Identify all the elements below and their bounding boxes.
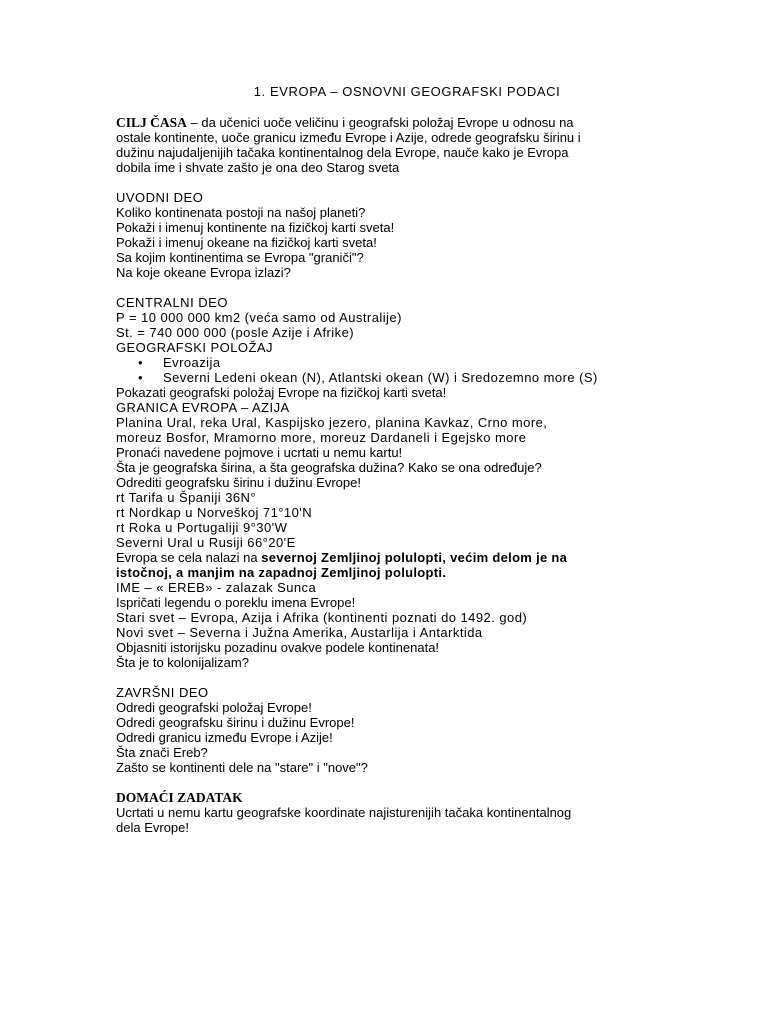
lesson-goal-text-4: dobila ime i shvate zašto je ona deo Starog sveta: [116, 160, 400, 175]
extreme-point: rt Nordkap u Norveškoj 71°10'N: [116, 505, 313, 520]
central-section: [116, 310, 656, 670]
central-section-heading: CENTRALNI DEO: [116, 295, 228, 310]
find-terms-line: Pronaći navedene pojmove i ucrtati u nemu kartu!: [116, 445, 403, 460]
document-title: 1. EVROPA – OSNOVNI GEOGRAFSKI PODACI: [253, 84, 561, 99]
legend-line: Ispričati legendu o poreklu imena Evrope!: [116, 595, 356, 610]
list-item: • Evroazija: [138, 355, 656, 370]
final-section: [116, 700, 656, 775]
intro-section-heading: UVODNI DEO: [116, 190, 204, 205]
geo-position-list: [116, 355, 656, 385]
show-position-line: Pokazati geografski položaj Evrope na fizičkoj karti sveta!: [116, 385, 447, 400]
population-line: St. = 740 000 000 (posle Azije i Afrike): [116, 325, 355, 340]
lesson-goal: [116, 115, 656, 175]
final-question: Odredi geografsku širinu i dužinu Evrope!: [116, 715, 355, 730]
area-line: P = 10 000 000 km2 (veća samo od Australije): [116, 310, 402, 325]
extreme-point: rt Roka u Portugaliji 9°30'W: [116, 520, 288, 535]
list-item: • Severni Ledeni okean (N), Atlantski okean (W) i Sredozemno more (S): [138, 370, 656, 385]
name-origin-line: IME – « EREB» - zalazak Sunca: [116, 580, 317, 595]
hemisphere-bold-text: severnoj Zemljinoj polulopti, većim delom je na: [261, 550, 568, 565]
extreme-point: Severni Ural u Rusiji 66°20'E: [116, 535, 296, 550]
intro-question: Koliko kontinenata postoji na našoj planeti?: [116, 205, 366, 220]
extreme-point: rt Tarifa u Španiji 36N°: [116, 490, 257, 505]
document-page: [116, 84, 656, 835]
border-line: moreuz Bosfor, Mramorno more, moreuz Dardaneli i Egejsko more: [116, 430, 527, 445]
determine-line: Odrediti geografsku širinu i dužinu Evrope!: [116, 475, 361, 490]
border-heading: GRANICA EVROPA – AZIJA: [116, 400, 290, 415]
lesson-goal-text-2: ostale kontinente, uoče granicu između Evrope i Azije, odrede geografsku širinu i: [116, 130, 581, 145]
homework-heading: DOMAĆI ZADATAK: [116, 790, 243, 805]
final-question: Zašto se kontinenti dele na "stare" i "nove"?: [116, 760, 368, 775]
homework-line: dela Evrope!: [116, 820, 189, 835]
colonialism-question: Šta je to kolonijalizam?: [116, 655, 249, 670]
intro-question: Pokaži i imenuj kontinente na fizičkoj karti sveta!: [116, 220, 395, 235]
intro-question: Na koje okeane Evropa izlazi?: [116, 265, 291, 280]
intro-question: Pokaži i imenuj okeane na fizičkoj karti sveta!: [116, 235, 377, 250]
lesson-goal-label: CILJ ČASA: [116, 115, 187, 130]
lesson-goal-text-1: – da učenici uoče veličinu i geografski položaj Evrope u odnosu na: [186, 115, 574, 130]
homework-section: [116, 805, 656, 835]
old-world-line: Stari svet – Evropa, Azija i Afrika (kontinenti poznati do 1492. god): [116, 610, 528, 625]
new-world-line: Novi svet – Severna i Južna Amerika, Austarlija i Antarktida: [116, 625, 483, 640]
intro-question: Sa kojim kontinentima se Evropa "graniči"?: [116, 250, 364, 265]
hemisphere-text: Evropa se cela nalazi na: [116, 550, 262, 565]
final-section-heading: ZAVRŠNI DEO: [116, 685, 209, 700]
explain-line: Objasniti istorijsku pozadinu ovakve podele kontinenata!: [116, 640, 440, 655]
geo-position-heading: GEOGRAFSKI POLOŽAJ: [116, 340, 273, 355]
final-question: Odredi geografski položaj Evrope!: [116, 700, 312, 715]
intro-section: [116, 205, 656, 280]
lesson-goal-text-3: dužinu najudaljenijih tačaka kontinentalnog dela Evrope, nauče kako je Evropa: [116, 145, 569, 160]
latitude-question: Šta je geografska širina, a šta geografska dužina? Kako se ona određuje?: [116, 460, 542, 475]
hemisphere-bold-text-2: istočnoj, a manjim na zapadnoj Zemljinoj polulopti.: [116, 565, 447, 580]
homework-line: Ucrtati u nemu kartu geografske koordinate najisturenijih tačaka kontinentalnog: [116, 805, 572, 820]
final-question: Odredi granicu između Evrope i Azije!: [116, 730, 333, 745]
final-question: Šta znači Ereb?: [116, 745, 208, 760]
border-line: Planina Ural, reka Ural, Kaspijsko jezero, planina Kavkaz, Crno more,: [116, 415, 548, 430]
